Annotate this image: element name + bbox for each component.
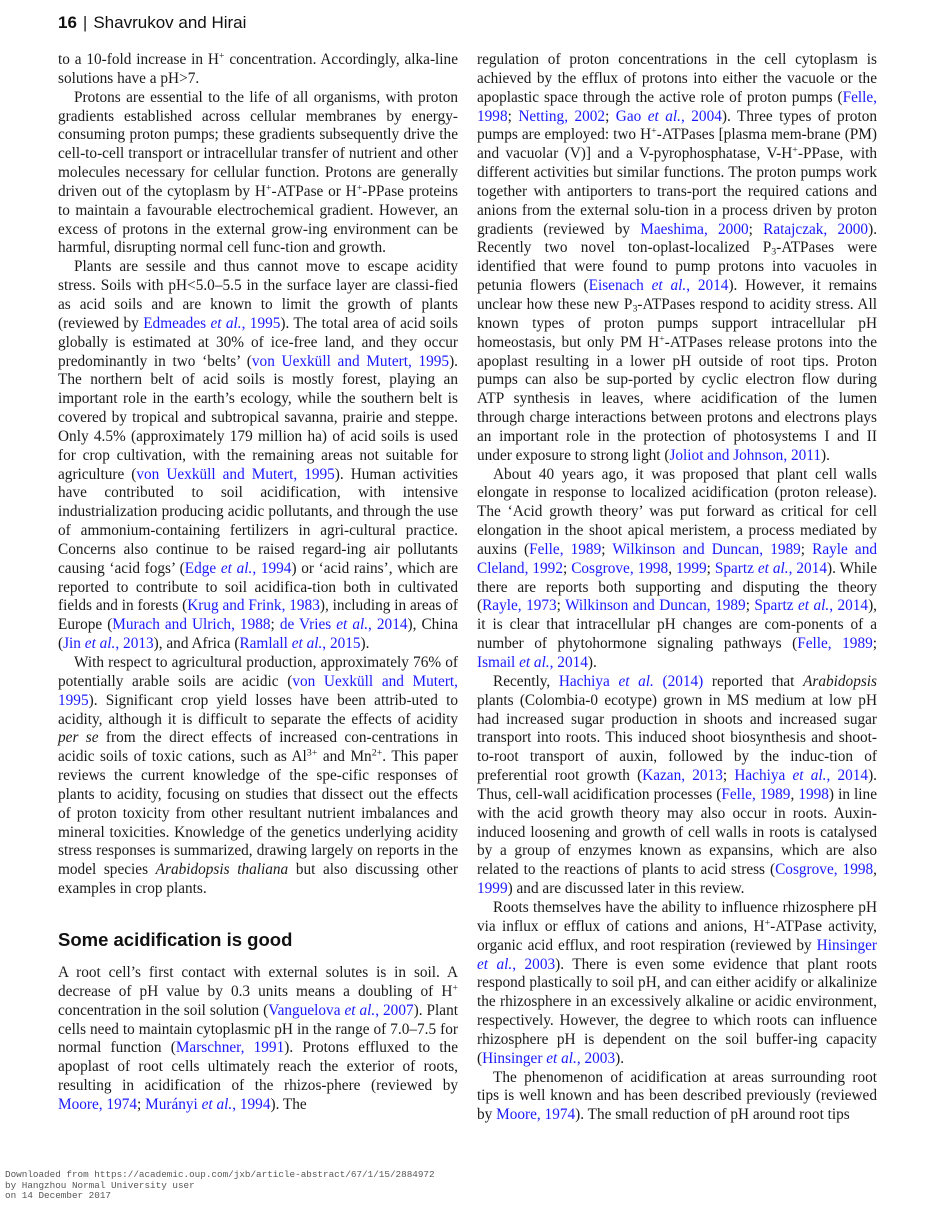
paragraph: With respect to agricultural production, approximately 76% of potentially arable soils are acidic (von Uexküll and Mutert, 1995). Significant crop yield losses have been attrib-uted to acidity, although it is difficult to separate the effects of acidity per se from the direct effects of increased con-centrations in acidic soils of toxic cations, such as $Al^{3+}$ and $Mn^{2+}$. This paper reviews the current knowledge of the spe-cific responses of plants to acidity, focusing on studies that dissect out the effects of proton toxicity from other resultant nutrient imbalances and mineral toxicities. Knowledge of the genetics underlying acidity stress responses is summarized, drawing largely on reports in the model species Arabidopsis thaliana but also discussing other examples in crop plants.	[58, 654, 459, 898]
citation-link[interactable]: 1999	[477, 880, 508, 898]
paragraph: Protons are essential to the life of all organisms, with proton gradients established across cellular membranes by energy-consuming proton pumps; these gradients subsequently drive the cell-to-cell transport or intracellular transfer of nutrient and other molecules necessary for cellular function. Protons are generally driven out of the cytoplasm by H+-ATPase or H+-PPase proteins to maintain a favourable electrochemical gradient. However, an excess of protons in the external grow-ing environment can be harmful, disrupting normal cell func-tion and growth.	[58, 88, 458, 257]
citation-link[interactable]: Maeshima, 2000	[640, 220, 749, 238]
citation-link[interactable]: Wilkinson and Duncan, 1989	[612, 540, 801, 558]
citation-link[interactable]: Murach and Ulrich, 1988	[112, 616, 271, 634]
citation-link[interactable]: Rayle and Cleland, 1992	[477, 540, 877, 577]
citation-link[interactable]: Krug and Frink, 1983	[187, 597, 320, 615]
download-notice-line: on 14 December 2017	[5, 1190, 112, 1201]
citation-link[interactable]: de Vries et al., 2014	[279, 616, 408, 634]
download-notice	[5, 1170, 435, 1202]
citation-link[interactable]: Moore, 1974	[58, 1095, 138, 1113]
citation-link[interactable]: Cosgrove, 1998	[775, 861, 874, 879]
running-header	[58, 13, 246, 33]
citation-link[interactable]: Hachiya et al., 2014	[734, 767, 869, 785]
citation-link[interactable]: Felle, 1989	[721, 785, 791, 803]
citation-link[interactable]: Gao et al., 2004	[615, 107, 722, 125]
citation-link[interactable]: Ratajczak, 2000	[763, 220, 869, 238]
citation-link[interactable]: Murányi et al., 1994	[145, 1095, 271, 1113]
citation-link[interactable]: Joliot and Johnson, 2011	[669, 446, 822, 464]
page-number: 16	[58, 13, 77, 32]
citation-link[interactable]: Felle, 1989	[529, 540, 602, 558]
citation-link[interactable]: Spartz et al., 2014	[714, 559, 827, 577]
citation-link[interactable]: Spartz et al., 2014	[754, 597, 869, 615]
citation-link[interactable]: Ramlall et al., 2015	[239, 635, 361, 653]
paragraph: Roots themselves have the ability to influence rhizosphere pH via influx or efflux of cations and anions, H+-ATPase activity, organic acid efflux, and root respiration (reviewed by Hinsinger et al., 2003). There is even some evidence that plant roots respond plastically to soil pH, and can either acidify or alkalinize the rhizosphere in an excessively alkaline or acidic environment, respectively. However, the degree to which roots can influence rhizosphere pH is dependent on the soil buffer-ing capacity (Hinsinger et al., 2003).	[477, 898, 878, 1067]
citation-link[interactable]: Hinsinger et al., 2003	[477, 936, 877, 973]
paragraph: A root cell’s first contact with external solutes is in soil. A decrease of pH value by 0.3 units means a doubling of H+ concentration in the soil solution (Vanguelova et al., 2007). Plant cells need to maintain cytoplasmic pH in the range of 7.0–7.5 for normal function (Marschner, 1991). Protons effluxed to the apoplast of root cells ultimately reach the exterior of roots, resulting in acidification of the rhizos-phere (reviewed by Moore, 1974; Murányi et al., 1994). The	[58, 963, 458, 1113]
citation-link[interactable]: Felle, 1998	[477, 88, 877, 125]
left-column	[58, 51, 458, 1115]
citation-link[interactable]: Rayle, 1973	[482, 597, 557, 615]
section-heading: Some acidification is good	[58, 928, 293, 950]
citation-link[interactable]: von Uexküll and Mutert, 1995	[58, 672, 458, 709]
citation-link[interactable]: Hinsinger et al., 2003	[482, 1049, 616, 1067]
citation-link[interactable]: Edge et al., 1994	[184, 559, 292, 577]
right-column	[477, 51, 877, 1125]
paragraph: The phenomenon of acidification at areas surrounding root tips is well known and has been described previously (reviewed by Moore, 1974). The small reduction of pH around root tips	[477, 1068, 877, 1124]
citation-link[interactable]: Hachiya et al. (2014)	[558, 672, 704, 690]
citation-link[interactable]: Moore, 1974	[496, 1106, 576, 1124]
citation-link[interactable]: Wilkinson and Duncan, 1989	[565, 597, 746, 615]
paragraph: regulation of proton concentrations in the cell cytoplasm is achieved by the efflux of protons into either the vacuole or the apoplastic space through the active role of proton pumps (Felle, 1998; Netting, 2002; Gao et al., 2004). Three types of proton pumps are employed: two H+-ATPases [plasma mem-brane (PM) and vacuolar (V)] and a V-pyrophosphatase, V-H+-PPase, with different activities but similar functions. The proton pumps work together with antiporters to trans-port the required cations and anions from the external solu-tion in a process driven by proton gradients (reviewed by Maeshima, 2000; Ratajczak, 2000). Recently two novel ton-oplast-localized $P_3$-ATPases were identified that were found to pump protons into vacuoles in petunia flowers (Eisenach et al., 2014). However, it remains unclear how these new $P_3$-ATPases respond to acidity stress. All known types of proton pumps support intracellular pH homeostasis, but only PM H+-ATPases release protons into the apoplast resulting in a lower pH outside of root tips. Proton pumps can also be sup-ported by cyclic electron flow during ATP synthesis in leaves, where acidification of the lumen through charge interactions between protons and electrons plays an important role in the protection of photosystems I and II under exposure to strong light (Joliot and Johnson, 2011).	[477, 51, 878, 464]
citation-link[interactable]: Vanguelova et al., 2007	[268, 1001, 414, 1019]
paragraph: Recently, Hachiya et al. (2014) reported that Arabidopsis plants (Colombia-0 ecotype) grown in MS medium at low pH had increased sugar production in shoots and increased sugar transport into roots. This induced shoot biosynthesis and shoot-to-root transport of auxin, followed by the induc-tion of preferential root growth (Kazan, 2013; Hachiya et al., 2014). Thus, cell-wall acidification processes (Felle, 1989, 1998) in line with the acid growth theory may also occur in roots. Auxin-induced loosening and growth of cell walls in roots is catalysed by a group of enzymes known as expansins, which are also related to the reactions of plants to acid stress (Cosgrove, 1998, 1999) and are discussed later in this review.	[477, 672, 878, 898]
paragraph: About 40 years ago, it was proposed that plant cell walls elongate in response to localized acidification (proton release). The ‘Acid growth theory’ was put forward as critical for cell elongation in the shoot apical meristem, a process mediated by auxins (Felle, 1989; Wilkinson and Duncan, 1989; Rayle and Cleland, 1992; Cosgrove, 1998, 1999; Spartz et al., 2014). While there are reports both supporting and disputing the theory (Rayle, 1973; Wilkinson and Duncan, 1989; Spartz et al., 2014), it is clear that intracellular pH changes are com-ponents of a number of phytohormone signaling pathways (Felle, 1989; Ismail et al., 2014).	[477, 465, 877, 671]
citation-link[interactable]: Felle, 1989	[797, 635, 873, 653]
citation-link[interactable]: Ismail et al., 2014	[477, 654, 588, 671]
citation-link[interactable]: Cosgrove, 1998	[571, 559, 669, 577]
download-notice-line: Downloaded from https://academic.oup.com/jxb/article-abstract/67/1/15/2884972	[5, 1169, 435, 1180]
paragraph: Plants are sessile and thus cannot move to escape acidity stress. Soils with pH<5.0–5.5 in the surface layer are classi-fied as acid soils and are known to limit the growth of plants (reviewed by Edmeades et al., 1995). The total area of acid soils globally is estimated at 30% of ice-free land, and they occur predominantly in two ‘belts’ (von Uexküll and Mutert, 1995). The northern belt of acid soils is mostly forest, playing an important role in the earth’s ecology, while the southern belt is covered by tropical and subtropical savanna, prairie and steppe. Only 4.5% (approximately 179 million ha) of acid soils is used for crop cultivation, with the remaining areas not suitable for agriculture (von Uexküll and Mutert, 1995). Human activities have contributed to soil acidification, with intensive industrialization producing acidic pollutants, and through the use of ammonium-containing fertilizers in agri-cultural practice. Concerns also continue to be raised regard-ing air pollutants causing ‘acid fogs’ (Edge et al., 1994) or ‘acid rains’, which are reported to contribute to soil acidifica-tion both in cultivated fields and in forests (Krug and Frink, 1983), including in areas of Europe (Murach and Ulrich, 1988; de Vries et al., 2014), China (Jin et al., 2013), and Africa (Ramlall et al., 2015).	[58, 258, 458, 653]
citation-link[interactable]: Edmeades et al., 1995	[143, 314, 281, 332]
paragraph: to a 10-fold increase in H+ concentration. Accordingly, alka-line solutions have a pH>7.	[58, 50, 458, 87]
header-authors: Shavrukov and Hirai	[93, 13, 247, 32]
header-separator: |	[82, 13, 88, 32]
download-notice-line: by Hangzhou Normal University user	[5, 1179, 195, 1191]
citation-link[interactable]: 1999	[676, 559, 707, 577]
citation-link[interactable]: von Uexküll and Mutert, 1995	[136, 465, 335, 483]
citation-link[interactable]: Netting, 2002	[518, 107, 606, 125]
citation-link[interactable]: Eisenach et al., 2014	[588, 277, 729, 295]
citation-link[interactable]: Kazan, 2013	[642, 767, 723, 785]
citation-link[interactable]: Jin et al., 2013	[63, 635, 154, 653]
citation-link[interactable]: 1998	[798, 785, 829, 803]
citation-link[interactable]: von Uexküll and Mutert, 1995	[251, 352, 450, 370]
citation-link[interactable]: Marschner, 1991	[175, 1039, 285, 1057]
